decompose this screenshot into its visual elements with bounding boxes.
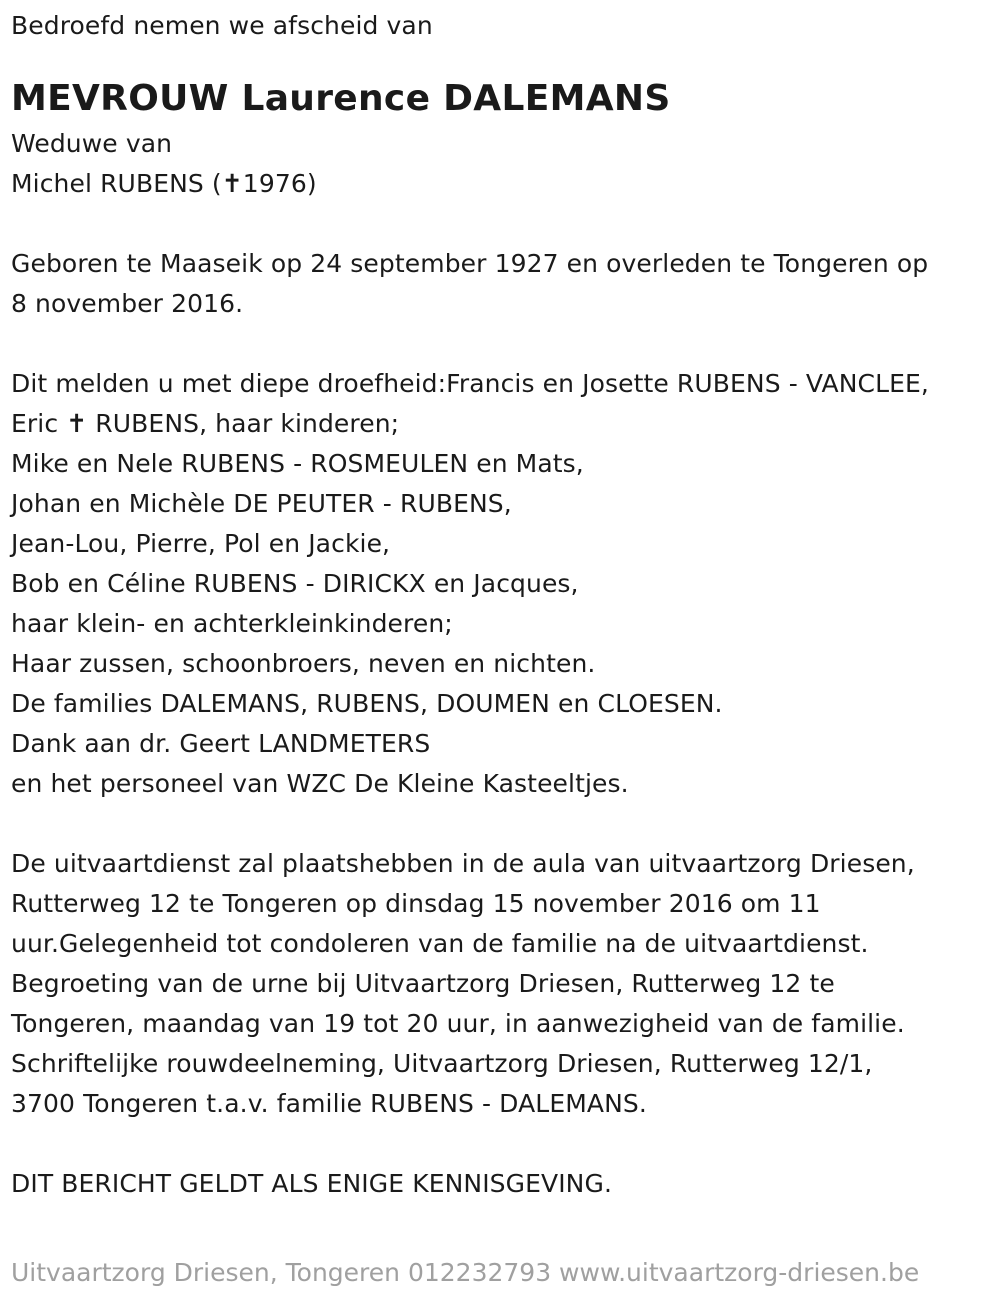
ceremony-line: uur.Gelegenheid tot condoleren van de familie na de uitvaartdienst.	[11, 929, 869, 958]
family-line: Bob en Céline RUBENS - DIRICKX en Jacques,	[11, 569, 579, 598]
spacer	[11, 324, 991, 364]
ceremony-line: Rutterweg 12 te Tongeren op dinsdag 15 november 2016 om 11	[11, 889, 821, 918]
family-line: Dit melden u met diepe droefheid:Francis en Josette RUBENS - VANCLEE,	[11, 369, 929, 398]
family-line: Dank aan dr. Geert LANDMETERS	[11, 729, 431, 758]
family-line: Haar zussen, schoonbroers, neven en nichten.	[11, 649, 596, 678]
family-block	[11, 364, 991, 804]
family-line: De families DALEMANS, RUBENS, DOUMEN en CLOESEN.	[11, 689, 723, 718]
ceremony-block	[11, 844, 991, 1124]
family-line: Johan en Michèle DE PEUTER - RUBENS,	[11, 489, 512, 518]
family-line: en het personeel van WZC De Kleine Kasteeltjes.	[11, 769, 629, 798]
deceased-name: MEVROUW Laurence DALEMANS	[11, 78, 671, 119]
ceremony-line: Schriftelijke rouwdeelneming, Uitvaartzorg Driesen, Rutterweg 12/1,	[11, 1049, 873, 1078]
birth-death-block	[11, 244, 991, 324]
ceremony-line: Tongeren, maandag van 19 tot 20 uur, in aanwezigheid van de familie.	[11, 1009, 905, 1038]
ceremony-line: De uitvaartdienst zal plaatshebben in de aula van uitvaartzorg Driesen,	[11, 849, 915, 878]
family-line: haar klein- en achterkleinkinderen;	[11, 609, 453, 638]
closing-statement: DIT BERICHT GELDT ALS ENIGE KENNISGEVING.	[11, 1169, 612, 1198]
widow-block	[11, 124, 991, 204]
family-line: Mike en Nele RUBENS - ROSMEULEN en Mats,	[11, 449, 584, 478]
spacer	[11, 804, 991, 844]
ceremony-line: 3700 Tongeren t.a.v. familie RUBENS - DALEMANS.	[11, 1089, 647, 1118]
birth-death-line: 8 november 2016.	[11, 289, 244, 318]
spacer	[11, 204, 991, 244]
funeral-home-footer: Uitvaartzorg Driesen, Tongeren 012232793 www.uitvaartzorg-driesen.be	[11, 1258, 920, 1287]
spacer	[11, 1124, 991, 1164]
widow-line: Weduwe van	[11, 129, 173, 158]
family-line: Jean-Lou, Pierre, Pol en Jackie,	[11, 529, 391, 558]
birth-death-line: Geboren te Maaseik op 24 september 1927 en overleden te Tongeren op	[11, 249, 929, 278]
ceremony-line: Begroeting van de urne bij Uitvaartzorg Driesen, Rutterweg 12 te	[11, 969, 835, 998]
intro-text: Bedroefd nemen we afscheid van	[11, 11, 433, 40]
widow-line: Michel RUBENS (✝1976)	[11, 169, 317, 198]
family-line: Eric ✝ RUBENS, haar kinderen;	[11, 409, 400, 438]
death-notice	[11, 6, 991, 1204]
